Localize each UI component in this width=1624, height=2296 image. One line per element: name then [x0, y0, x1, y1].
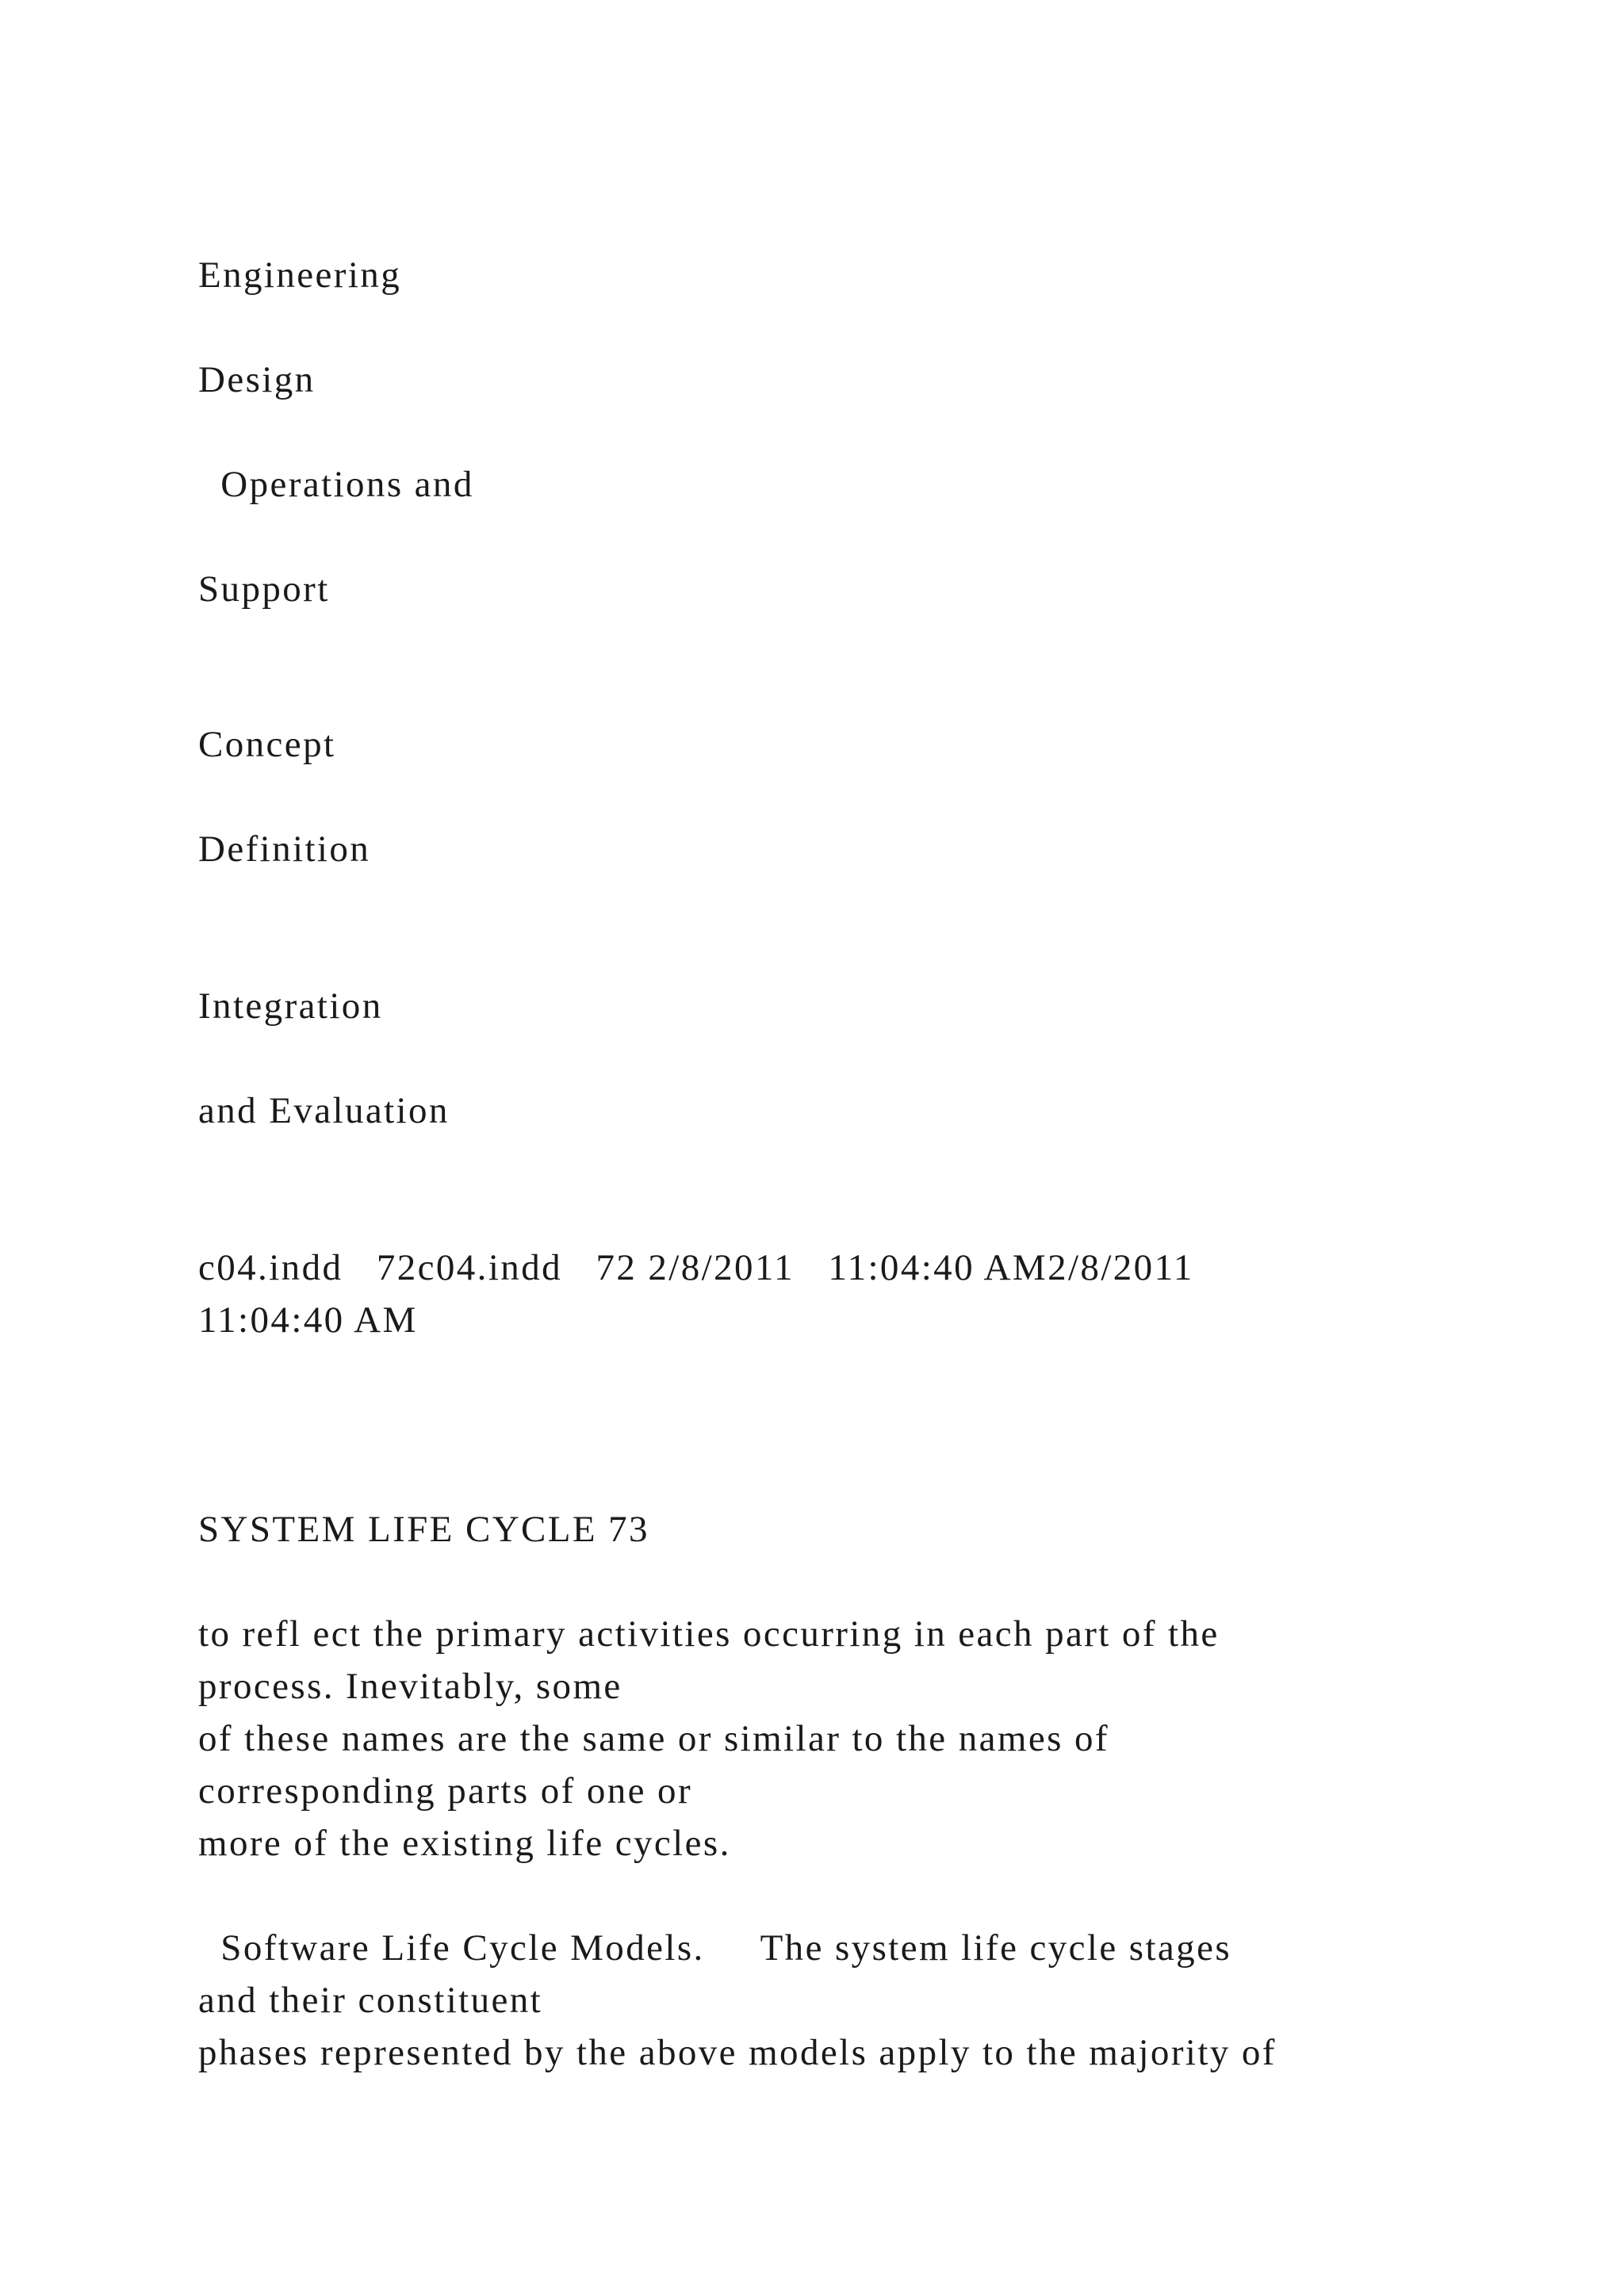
body-line: process. Inevitably, some [198, 1666, 622, 1707]
text-line: Definition [198, 828, 371, 870]
text-line: Integration [198, 985, 383, 1027]
body-line: of these names are the same or similar to the names of [198, 1718, 1109, 1759]
text-line: Engineering [198, 254, 402, 296]
body-line: to refl ect the primary activities occurring in each part of the [198, 1613, 1220, 1655]
body-line: phases represented by the above models apply to the majority of [198, 2032, 1277, 2073]
running-header: SYSTEM LIFE CYCLE 73 [198, 1509, 649, 1550]
text-line: and Evaluation [198, 1090, 450, 1131]
body-line: corresponding parts of one or [198, 1770, 692, 1812]
body-line: Software Life Cycle Models. The system life cycle stages [198, 1927, 1232, 1969]
body-line: and their constituent [198, 1980, 543, 2021]
body-line: more of the existing life cycles. [198, 1823, 731, 1864]
text-line: Concept [198, 724, 336, 765]
text-line: Support [198, 568, 330, 610]
file-stamp-line: 11:04:40 AM [198, 1299, 418, 1341]
text-line: Design [198, 359, 316, 400]
text-line: Operations and [198, 464, 474, 505]
file-stamp-line: c04.indd 72c04.indd 72 2/8/2011 11:04:40 AM2/8/2011 [198, 1247, 1194, 1288]
